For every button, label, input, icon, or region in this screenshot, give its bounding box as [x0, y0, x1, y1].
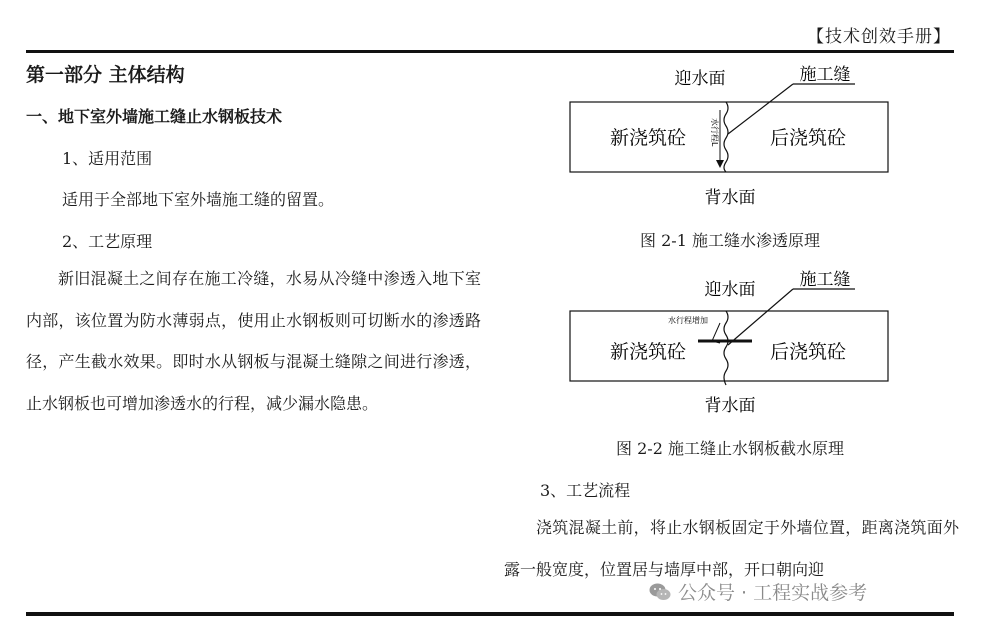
figure-2-2-caption: 图 2-2 施工缝止水钢板截水原理	[616, 439, 844, 458]
fig2-joint-line	[724, 311, 728, 385]
fig1-old-concrete: 后浇筑砼	[769, 127, 847, 149]
principle-paragraph: 新旧混凝土之间存在施工冷缝，水易从冷缝中渗透入地下室内部，该位置为防水薄弱点，使用止水钢板则可切断水的渗透路径，产生截水效果。即时水从钢板与混凝土缝隙之间进行渗透，止水钢板也可增加渗透水的行程，减少漏水隐患。	[26, 269, 481, 413]
figure-2-1	[560, 60, 900, 220]
wechat-icon	[648, 580, 672, 604]
fig1-path-label: 水行程L	[710, 118, 719, 147]
fig2-path-label: 水行程增加	[668, 316, 708, 325]
watermark	[648, 578, 867, 605]
scope-text: 适用于全部地下室外墙施工缝的留置。	[62, 190, 335, 209]
process-paragraph: 浇筑混凝土前，将止水钢板固定于外墙位置，距离浇筑面外露一般宽度，位置居与墙厚中部，开口朝向迎	[504, 518, 959, 579]
fig1-new-concrete: 新浇筑砼	[609, 127, 687, 149]
header-rule	[26, 50, 954, 53]
fig2-joint-label: 施工缝	[799, 270, 851, 290]
fig1-bottom-label: 背水面	[704, 188, 756, 208]
fig1-joint-line	[724, 102, 728, 172]
right-column	[500, 60, 960, 610]
figure-2-2	[560, 265, 900, 425]
fig1-top-label: 迎水面	[674, 69, 726, 89]
fig1-joint-label: 施工缝	[799, 65, 851, 85]
fig2-old-concrete: 后浇筑砼	[769, 341, 847, 363]
process-heading: 3、工艺流程	[540, 481, 631, 500]
fig2-bottom-label: 背水面	[704, 396, 756, 416]
figure-2-1-diagram	[560, 60, 900, 220]
watermark-text: 公众号 · 工程实战参考	[678, 582, 868, 604]
figure-2-2-diagram	[560, 265, 900, 425]
principle-heading: 2、工艺原理	[62, 232, 153, 251]
fig2-top-label: 迎水面	[704, 280, 756, 300]
fig1-arrow-head	[716, 160, 724, 168]
section-title: 一、地下室外墙施工缝止水钢板技术	[26, 107, 283, 126]
figure-2-1-caption: 图 2-1 施工缝水渗透原理	[640, 231, 820, 250]
scope-heading: 1、适用范围	[62, 149, 153, 168]
manual-header-label: 【技术创效手册】	[807, 27, 951, 47]
part-title: 第一部分 主体结构	[26, 64, 185, 86]
fig2-new-concrete: 新浇筑砼	[609, 341, 687, 363]
footer-rule	[26, 612, 954, 616]
